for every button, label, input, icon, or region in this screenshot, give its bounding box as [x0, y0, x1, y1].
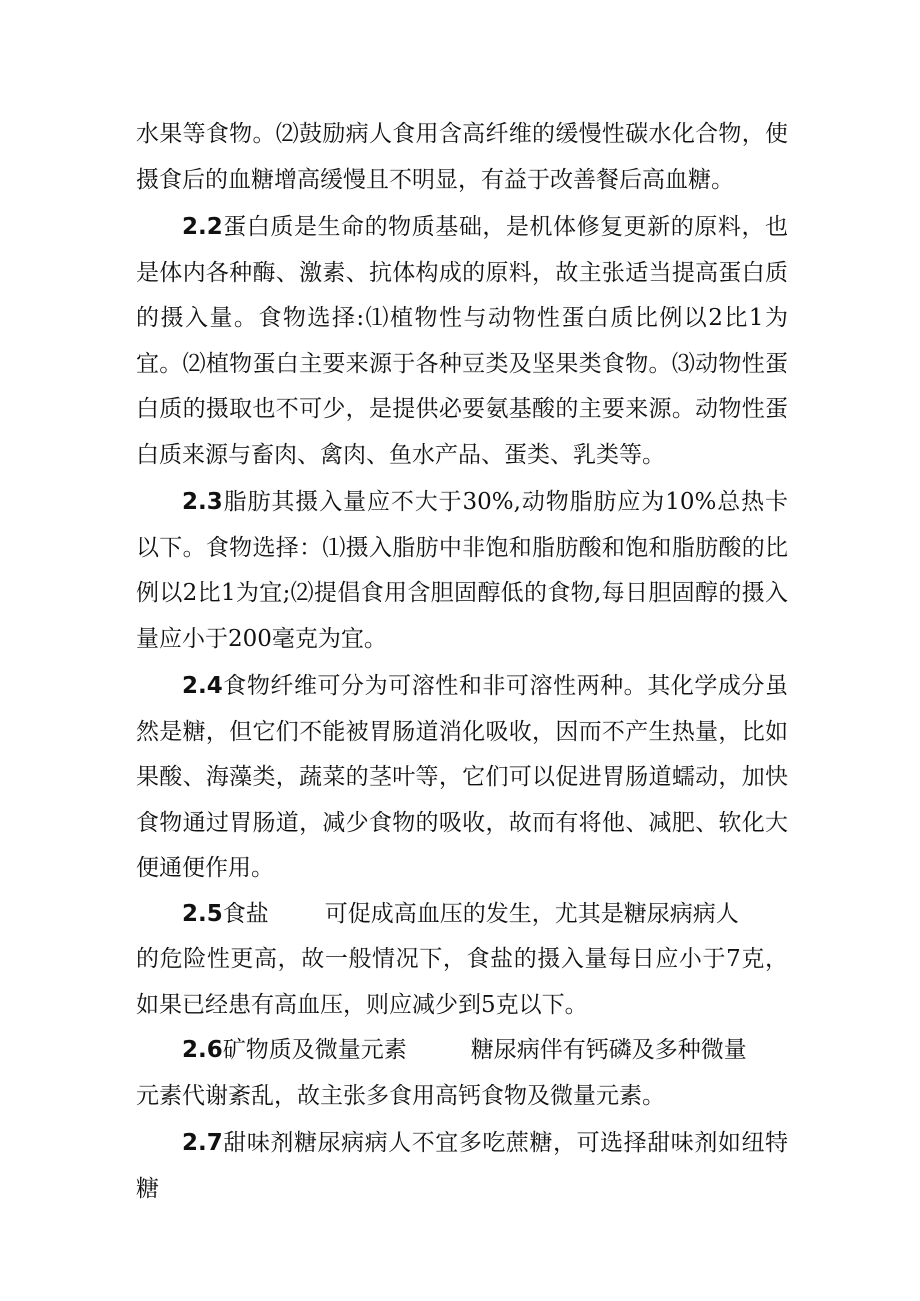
paragraph-protein [136, 205, 788, 478]
paragraph-minerals-heading [136, 1028, 788, 1074]
document-body [136, 112, 788, 1212]
section-title: 食盐 [222, 900, 269, 927]
paragraph-text: 脂肪其摄入量应不大于30%,动物脂肪应为10%总热卡以下。食物选择：⑴摄入脂肪中非饱和脂肪酸和饱和脂肪酸的比例以2比1为宜;⑵提倡食用含胆固醇低的食物,每日胆固醇的摄入量应小于200毫克为宜。 [136, 489, 788, 652]
paragraph-dietary-fiber [136, 664, 788, 892]
paragraph-salt-heading [136, 892, 788, 938]
paragraph-minerals-body [136, 1074, 788, 1120]
paragraph-text: 食物纤维可分为可溶性和非可溶性两种。其化学成分虽然是糖，但它们不能被胃肠道消化吸收，因而不产生热量，比如果酸、海藻类，蔬菜的茎叶等，它们可以促进胃肠道蠕动，加快食物通过胃肠道，减少食物的吸收，故而有将他、减肥、软化大便通便作用。 [136, 673, 788, 881]
section-number: 2.3 [182, 489, 223, 515]
paragraph-text: 糖尿病伴有钙磷及多种微量 [470, 1037, 747, 1063]
section-number: 2.2 [182, 214, 223, 240]
section-number: 2.5 [182, 900, 223, 927]
paragraph-fat [136, 480, 788, 662]
paragraph-sweetener [136, 1121, 788, 1212]
section-number: 2.7 [182, 1130, 223, 1156]
section-title: 矿物质及微量元素 [222, 1037, 407, 1063]
paragraph-text: 水果等食物。⑵鼓励病人食用含高纤维的缓慢性碳水化合物，使摄食后的血糖增高缓慢且不明显，有益于改善餐后高血糖。 [136, 121, 788, 193]
section-number: 2.4 [182, 673, 223, 699]
paragraph-text: 元素代谢紊乱，故主张多食用高钙食物及微量元素。 [136, 1082, 665, 1109]
paragraph-text: 可促成高血压的发生，尤其是糖尿病病人 [324, 900, 739, 927]
paragraph-text: 的危险性更高，故一般情况下，食盐的摄入量每日应小于7克，如果已经患有高血压，则应减少到5克以下。 [136, 946, 788, 1018]
paragraph-salt-body [136, 937, 788, 1028]
paragraph-text: 甜味剂糖尿病病人不宜多吃蔗糖，可选择甜味剂如纽特糖 [136, 1130, 788, 1202]
section-number: 2.6 [182, 1037, 223, 1063]
paragraph-fiber-continued [136, 112, 788, 203]
paragraph-text: 蛋白质是生命的物质基础，是机体修复更新的原料，也是体内各种酶、激素、抗体构成的原料，故主张适当提高蛋白质的摄入量。食物选择:⑴植物性与动物性蛋白质比例以2比1为宜。⑵植物蛋白主要来源于各种豆类及坚果类食物。⑶动物性蛋白质的摄取也不可少，是提供必要氨基酸的主要来源。动物性蛋白质来源与畜肉、禽肉、鱼水产品、蛋类、乳类等。 [136, 214, 788, 468]
